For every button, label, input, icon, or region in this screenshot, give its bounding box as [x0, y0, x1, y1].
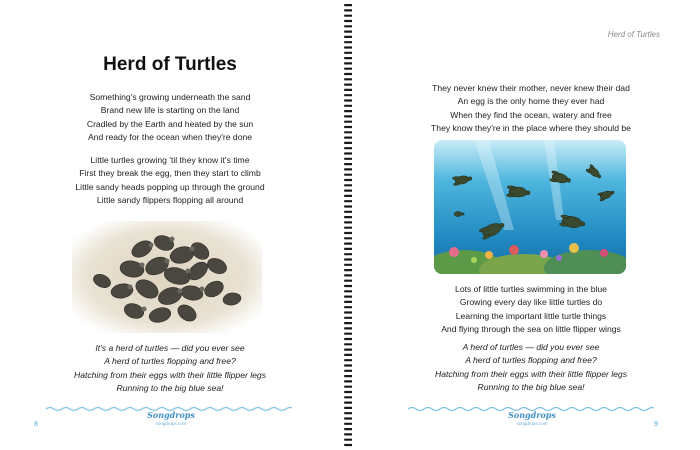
chorus-line: A herd of turtles flopping and free?: [465, 355, 597, 366]
sea-turtles-underwater-photo: [434, 140, 626, 274]
page-title: Herd of Turtles: [103, 54, 237, 75]
verse-stanza-2: [0, 154, 340, 207]
left-page: [0, 0, 348, 450]
chorus-line: Running to the big blue sea!: [477, 381, 585, 392]
running-header: Herd of Turtles: [607, 30, 660, 39]
verse-line: When they find the ocean, watery and free: [450, 109, 612, 120]
verse-line: They know they're in the place where they should be: [431, 122, 631, 133]
page-number: 8: [34, 421, 38, 428]
chorus-line: A herd of turtles flopping and free?: [104, 356, 236, 367]
verse-line: And ready for the ocean when they're done: [87, 131, 253, 142]
chorus-line: Running to the big blue sea!: [116, 382, 224, 393]
verse-line: Little turtles growing 'til they know it's time: [90, 155, 250, 165]
songdrops-logo: [502, 410, 562, 432]
logo-url: songdrops.com: [516, 421, 548, 426]
verse-line: Something's growing underneath the sand: [89, 92, 251, 102]
verse-line: First they break the egg, then they start to climb: [79, 168, 261, 179]
logo-wordmark: Songdrops: [508, 410, 556, 420]
verse-stanza-3: [352, 82, 700, 135]
hatchling-turtles-photo: [72, 221, 262, 333]
logo-url: songdrops.com: [155, 421, 187, 426]
chorus: [352, 341, 700, 394]
verse-line: Learning the important little turtle things: [455, 310, 607, 321]
songdrops-logo: [141, 410, 201, 432]
chorus-line: Hatching from their eggs with their little flipper legs: [73, 369, 266, 380]
verse-stanza-4: [352, 283, 700, 336]
logo-wordmark: Songdrops: [147, 410, 195, 420]
verse-line: Little sandy flippers flopping all around: [96, 194, 244, 205]
right-page: [352, 0, 700, 450]
verse-line: Lots of little turtles swimming in the blue: [455, 284, 607, 294]
verse-line: And flying through the sea on little flipper wings: [441, 323, 621, 334]
verse-line: An egg is the only home they ever had: [457, 96, 605, 107]
chorus-line: A herd of turtles — did you ever see: [462, 342, 600, 352]
verse-line: Cradled by the Earth and heated by the sun: [86, 118, 254, 129]
chorus-line: It's a herd of turtles — did you ever see: [95, 343, 245, 353]
page-number: 9: [654, 421, 658, 428]
verse-stanza-1: [0, 91, 340, 144]
verse-line: They never knew their mother, never knew their dad: [432, 83, 630, 93]
verse-line: Growing every day like little turtles do: [459, 297, 603, 308]
chorus-line: Hatching from their eggs with their little flipper legs: [434, 368, 627, 379]
verse-line: Little sandy heads popping up through the ground: [75, 181, 265, 192]
chorus: [0, 342, 340, 395]
verse-line: Brand new life is starting on the land: [100, 105, 240, 116]
